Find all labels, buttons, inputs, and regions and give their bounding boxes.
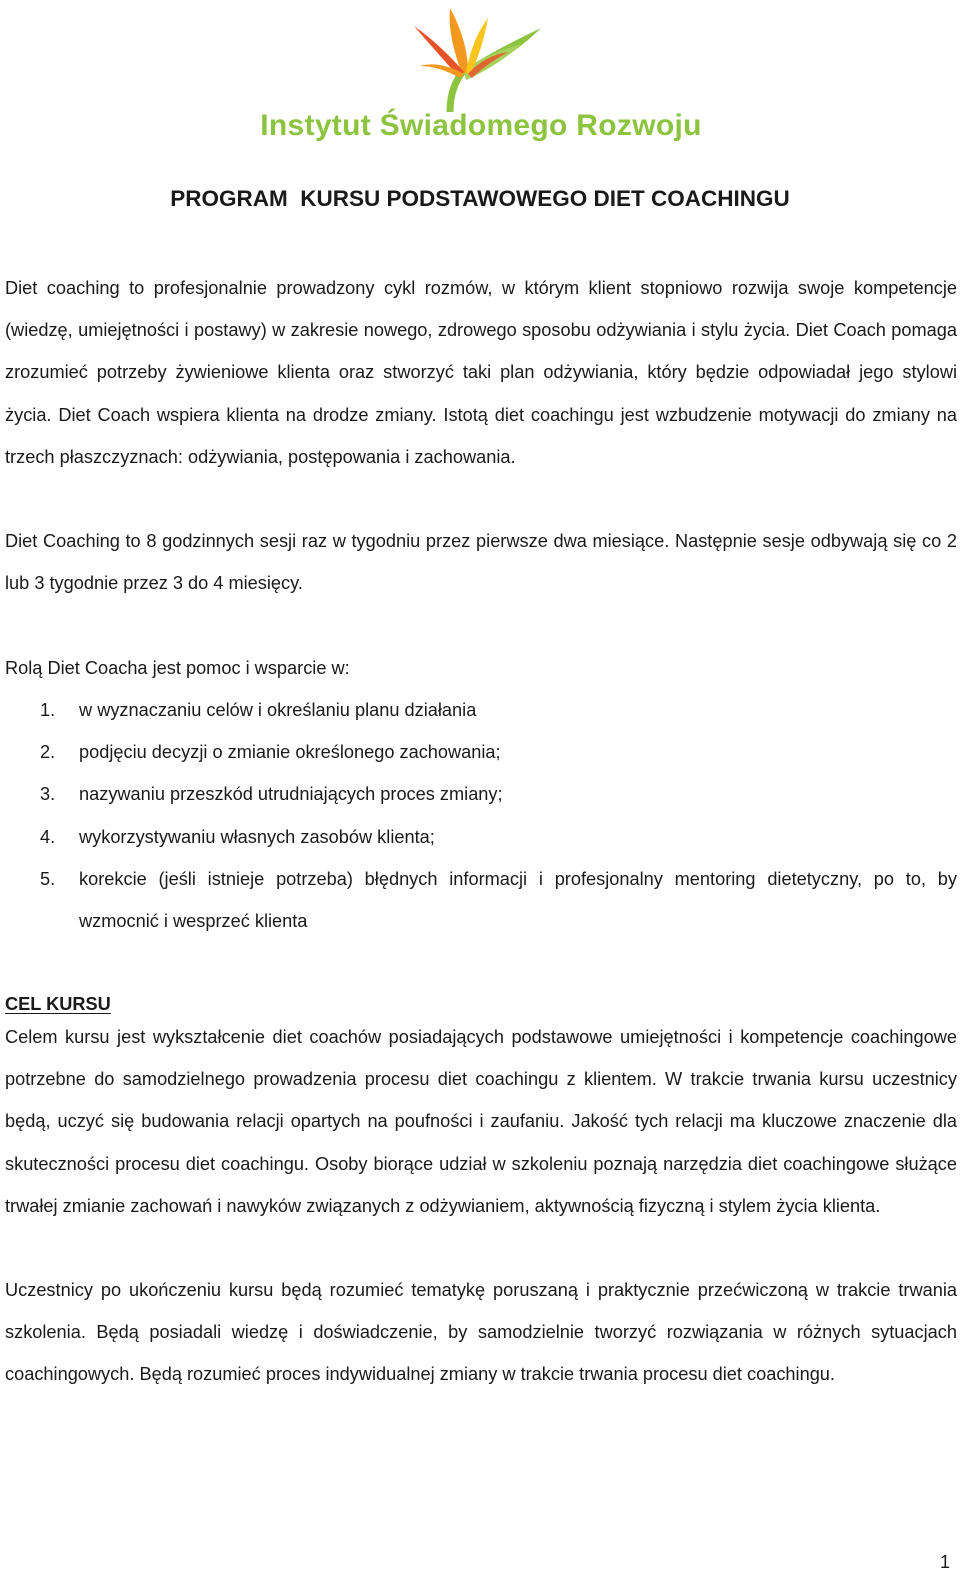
list-item — [5, 816, 957, 858]
list-item-text: podjęciu decyzji o zmianie określonego zachowania; — [79, 742, 501, 763]
sessions-paragraph: Diet Coaching to 8 godzinnych sesji raz w tygodniu przez pierwsze dwa miesiące. Następnie sesje odbywają się co 2 lub 3 tygodnie przez 3 do 4 miesięcy. — [5, 531, 957, 594]
list-item — [5, 773, 957, 815]
list-item-number: 3. — [40, 784, 56, 805]
list-item — [5, 731, 957, 773]
logo-text: Instytut Świadomego Rozwoju — [260, 109, 702, 142]
goal-paragraph-2: Uczestnicy po ukończeniu kursu będą rozumieć tematykę poruszaną i praktycznie przećwiczoną w trakcie trwania szkolenia. Będą posiadali wiedzę i doświadczenie, by samodzielnie tworzyć rozwiązania w różnych sytuacjach coachingowych. Będą rozumieć proces indywidualnej zmiany w trakcie trwania procesu diet coachingu. — [5, 1280, 957, 1385]
list-item-text: korekcie (jeśli istnieje potrzeba) błędnych informacji i profesjonalny mentoring dietetyczny, po to, by wzmocnić i wesprzeć klienta — [79, 868, 957, 932]
goal-paragraph-1: Celem kursu jest wykształcenie diet coachów posiadających podstawowe umiejętności i kompetencje coachingowe potrzebne do samodzielnego prowadzenia procesu diet coachingu z klientem. W trakcie trwania kursu uczestnicy będą, uczyć się budowania relacji opartych na poufności i zaufaniu. Jakość tych relacji ma kluczowe znaczenie dla skuteczności procesu diet coachingu. Osoby biorące udział w szkoleniu poznają narzędzia diet coachingowe służące trwałej zmianie zachowań i nawyków związanych z odżywianiem, aktywnością fizyczną i stylem życia klienta. — [5, 1027, 957, 1216]
list-item-number: 4. — [40, 826, 56, 847]
bird-of-paradise-flower-icon — [236, 0, 726, 112]
list-item — [5, 858, 957, 942]
role-intro: Rolą Diet Coacha jest pomoc i wsparcie w: — [5, 658, 350, 678]
list-item-number: 5. — [40, 868, 56, 889]
list-item-number: 2. — [40, 742, 56, 763]
list-item — [5, 689, 957, 731]
role-list — [5, 689, 957, 942]
list-item-text: nazywaniu przeszkód utrudniających proces zmiany; — [79, 784, 503, 805]
list-item-text: wykorzystywaniu własnych zasobów klienta; — [79, 826, 435, 847]
institute-logo — [236, 0, 726, 150]
list-item-number: 1. — [40, 700, 56, 720]
document-title: PROGRAM KURSU PODSTAWOWEGO DIET COACHINGU — [170, 186, 790, 211]
intro-paragraph: Diet coaching to profesjonalnie prowadzony cykl rozmów, w którym klient stopniowo rozwija swoje kompetencje (wiedzę, umiejętności i postawy) w zakresie nowego, zdrowego sposobu odżywiania i stylu życia. Diet Coach pomaga zrozumieć potrzeby żywieniowe klienta oraz stworzyć taki plan odżywiania, który będzie odpowiadał jego stylowi życia. Diet Coach wspiera klienta na drodze zmiany. Istotą diet coachingu jest wzbudzenie motywacji do zmiany na trzech płaszczyznach: odżywiania, postępowania i zachowania. — [5, 278, 957, 467]
goal-heading: CEL KURSU — [5, 994, 111, 1014]
page-number: 1 — [939, 1552, 950, 1572]
list-item-text: w wyznaczaniu celów i określaniu planu działania — [79, 700, 477, 720]
